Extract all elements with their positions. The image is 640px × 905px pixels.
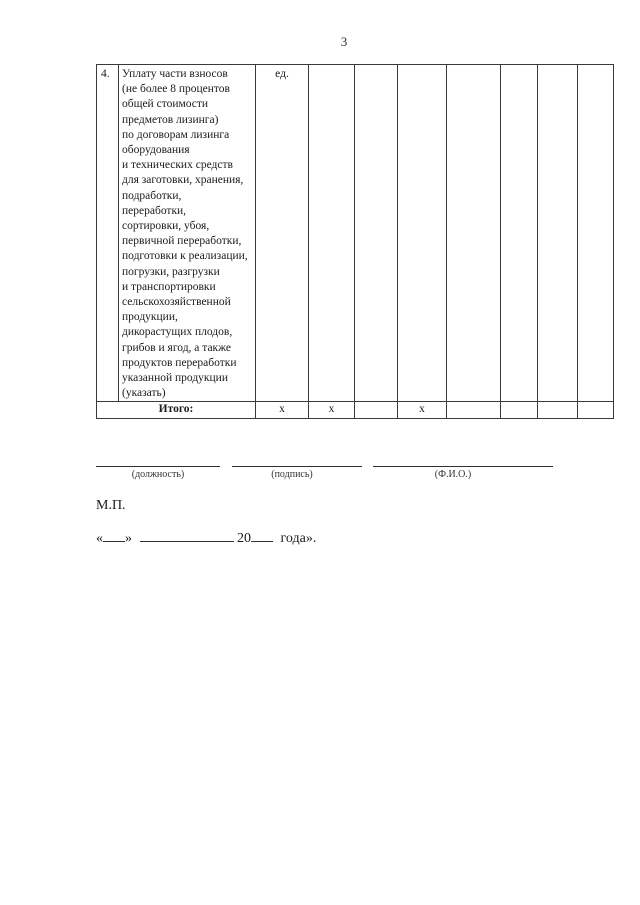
- table-cell: [355, 65, 398, 402]
- signature-line: [232, 466, 362, 467]
- row-number: 4.: [97, 65, 119, 402]
- year-blank: [251, 529, 273, 542]
- description-line: и транспортировки: [122, 280, 216, 293]
- description-line: Уплату части взносов: [122, 68, 228, 80]
- table-cell: [538, 65, 578, 402]
- description-line: предметов лизинга): [122, 113, 219, 126]
- table-row: [97, 65, 614, 402]
- table-cell: [309, 65, 355, 402]
- description-line: и технических средств: [122, 159, 233, 172]
- year-prefix: 20: [237, 531, 251, 546]
- total-cell: х: [256, 402, 309, 418]
- position-caption: (должность): [131, 469, 185, 480]
- date-close-quote: »: [125, 531, 132, 546]
- name-signature-line: [373, 466, 553, 467]
- total-cell: [578, 402, 614, 418]
- table-cell: [578, 65, 614, 402]
- row-unit: ед.: [256, 65, 309, 402]
- position-signature-line: [96, 466, 220, 467]
- description-line: общей стоимости: [122, 98, 209, 111]
- description-line: для заготовки, хранения,: [122, 174, 244, 187]
- total-row: [97, 402, 614, 418]
- description-line: погрузки, разгрузки: [122, 265, 220, 278]
- description-line: переработки,: [122, 204, 187, 217]
- table-cell: [501, 65, 538, 402]
- date-line: [96, 529, 316, 547]
- signature-caption: (подпись): [271, 469, 313, 480]
- description-line: первичной переработки,: [122, 235, 242, 248]
- total-cell: [501, 402, 538, 418]
- description-line: продуктов переработки: [122, 356, 237, 369]
- description-line: грибов и ягод, а также: [122, 341, 232, 354]
- page-number: 3: [340, 34, 348, 49]
- description-line: (не более 8 процентов: [122, 83, 230, 96]
- table-cell: [447, 65, 501, 402]
- description-line: по договорам лизинга: [122, 128, 230, 141]
- description-line: сельскохозяйственной: [122, 296, 231, 309]
- total-cell: [538, 402, 578, 418]
- row-description: [119, 65, 256, 402]
- date-open-quote: «: [96, 531, 103, 546]
- month-blank: [140, 529, 234, 542]
- description-line: дикорастущих плодов,: [122, 326, 233, 339]
- stamp-label: М.П.: [96, 498, 126, 513]
- total-cell: [447, 402, 501, 418]
- description-line: подготовки к реализации,: [122, 250, 248, 263]
- leasing-table: [96, 64, 614, 419]
- description-line: указанной продукции: [122, 372, 228, 385]
- total-cell: [355, 402, 398, 418]
- table-cell: [398, 65, 447, 402]
- total-cell: х: [309, 402, 355, 418]
- description-line: продукции,: [122, 311, 178, 324]
- description-line: подработки,: [122, 189, 182, 202]
- day-blank: [103, 529, 125, 542]
- description-line: (указать): [122, 387, 166, 400]
- total-cell: х: [398, 402, 447, 418]
- name-caption: (Ф.И.О.): [434, 469, 472, 480]
- date-suffix: года».: [280, 531, 317, 546]
- description-line: сортировки, убоя,: [122, 220, 210, 233]
- total-label: Итого:: [97, 402, 256, 418]
- description-line: оборудования: [122, 144, 190, 157]
